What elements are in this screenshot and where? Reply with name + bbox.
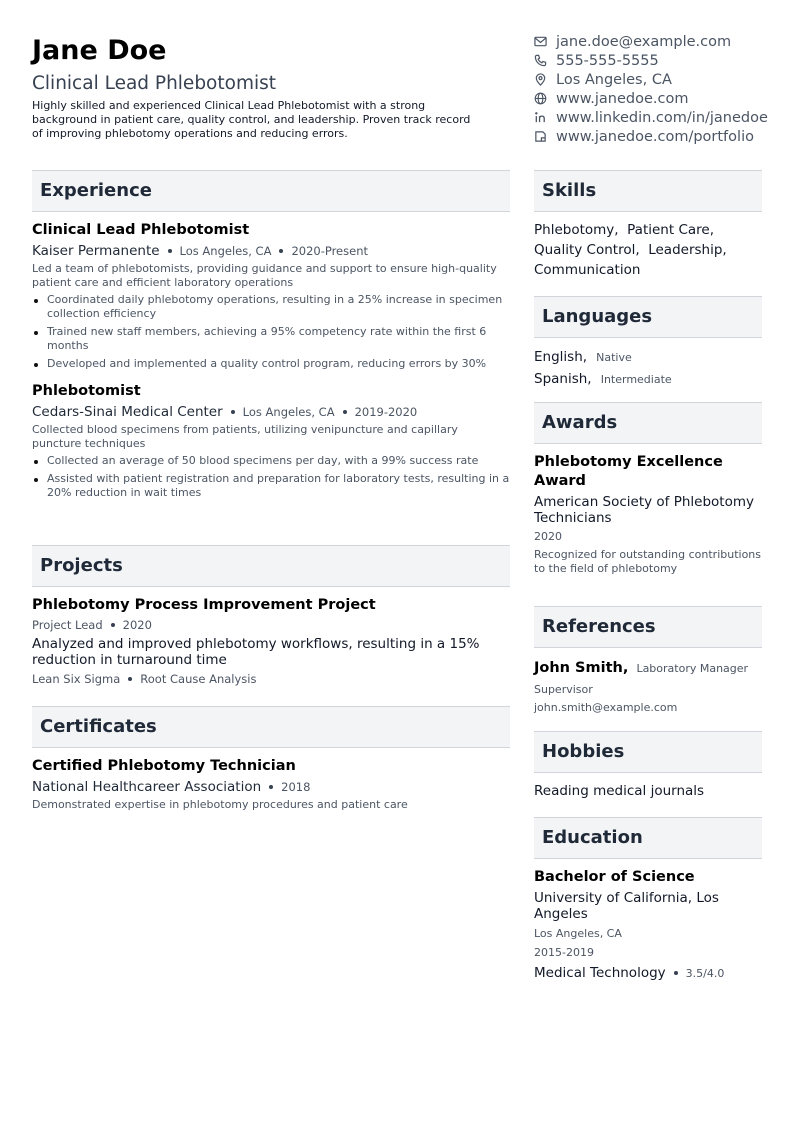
education-entry [534,868,762,983]
languages-list [534,346,762,390]
job-location: Los Angeles, CA [179,244,272,258]
skills-line: Quality Control, Leadership, [534,242,727,258]
award-description: Recognized for outstanding contributions to the field of phlebotomy [534,548,762,575]
award-title: Phlebotomy Excellence Award [534,454,723,489]
education-dates: 2015-2019 [534,946,594,959]
references-section [534,606,762,715]
award-entry [534,453,762,576]
contact-location [534,70,794,89]
skills-section [534,170,762,280]
job-entry [32,382,510,500]
reference-email[interactable]: john.smith@example.com [534,701,678,714]
job-bullet: Developed and implemented a quality control program, reducing errors by 30% [32,357,510,371]
education-field: Medical Technology [534,965,666,981]
job-meta [32,242,510,260]
skills-heading: Skills [534,170,762,212]
language-name: English, [534,349,588,365]
linkedin-icon [534,111,547,124]
reference-role: Laboratory Manager [636,662,749,675]
reference-name-row [534,657,762,679]
contact-linkedin-text: www.linkedin.com/in/janedoe [556,109,768,126]
education-location: Los Angeles, CA [534,927,622,940]
portfolio-icon [534,130,547,143]
phone-icon [534,54,547,67]
education-gpa: 3.5/4.0 [685,967,725,980]
candidate-title: Clinical Lead Phlebotomist [32,73,277,94]
education-degree: Bachelor of Science [534,869,695,885]
contact-portfolio-text: www.janedoe.com/portfolio [556,128,754,145]
language-level: Intermediate [600,373,672,386]
certificate-title: Certified Phlebotomy Technician [32,758,296,774]
contact-portfolio[interactable] [534,127,794,146]
resume-header [32,34,510,141]
language-item [534,368,762,390]
certificate-year: 2018 [281,780,311,794]
job-company: Kaiser Permanente [32,243,160,259]
awards-heading: Awards [534,402,762,444]
education-school: University of California, Los Angeles [534,890,719,922]
job-bullet: Trained new staff members, achieving a 95% competency rate within the first 6 months [32,325,510,353]
certificates-heading: Certificates [32,706,510,748]
experience-section [32,170,510,504]
globe-icon [534,92,547,105]
job-bullet: Assisted with patient registration and preparation for laboratory tests, resulting in a 20% reduction in wait times [32,472,510,500]
projects-heading: Projects [32,545,510,587]
contact-phone-text: 555-555-5555 [556,52,659,69]
reference-role-cont: Supervisor [534,683,593,696]
contact-email-text: jane.doe@example.com [556,33,732,50]
hobbies-heading: Hobbies [534,731,762,773]
certificate-meta [32,778,510,796]
job-title: Phlebotomist [32,383,141,399]
reference-name: John Smith, [534,660,629,676]
project-tag: Root Cause Analysis [140,672,257,686]
language-item [534,346,762,368]
certificates-section [32,706,510,812]
languages-section [534,296,762,390]
contact-email[interactable] [534,32,794,51]
education-section [534,817,762,983]
candidate-name: Jane Doe [32,35,167,66]
job-description: Led a team of phlebotomists, providing guidance and support to ensure high-quality patient care and efficient laboratory operations [32,262,497,289]
experience-heading: Experience [32,170,510,212]
job-dates: 2020-Present [291,244,369,258]
job-bullet: Collected an average of 50 blood specimens per day, with a 99% success rate [32,454,510,468]
certificate-entry [32,757,510,812]
job-bullet: Coordinated daily phlebotomy operations, resulting in a 25% increase in specimen collection efficiency [32,293,510,321]
skills-list [534,220,762,280]
education-field-row [534,963,762,983]
job-bullets [32,454,510,500]
contact-website-text: www.janedoe.com [556,90,689,107]
hobbies-section [534,731,762,799]
project-role: Project Lead [32,618,103,632]
job-location: Los Angeles, CA [242,405,335,419]
certificate-description: Demonstrated expertise in phlebotomy procedures and patient care [32,798,408,811]
hobby-item: Reading medical journals [534,783,705,799]
language-name: Spanish, [534,371,592,387]
contact-list [534,32,794,146]
references-heading: References [534,606,762,648]
job-company: Cedars-Sinai Medical Center [32,404,223,420]
job-bullets [32,293,510,371]
map-pin-icon [534,73,547,86]
contact-phone[interactable] [534,51,794,70]
award-issuer: American Society of Phlebotomy Technicians [534,494,754,526]
job-meta [32,403,510,421]
language-level: Native [596,351,632,364]
contact-location-text: Los Angeles, CA [556,71,672,88]
project-meta [32,616,510,634]
education-heading: Education [534,817,762,859]
contact-linkedin[interactable] [534,108,794,127]
job-description: Collected blood specimens from patients, utilizing venipuncture and capillary puncture techniques [32,423,458,450]
summary: Highly skilled and experienced Clinical Lead Phlebotomist with a strong background in patient care, quality control, and leadership. Proven track record of improving phlebotomy operations and reducing errors. [32,99,471,140]
project-title: Phlebotomy Process Improvement Project [32,597,376,613]
skills-line: Phlebotomy, Patient Care, [534,222,714,238]
contact-website[interactable] [534,89,794,108]
languages-heading: Languages [534,296,762,338]
mail-icon [534,35,547,48]
project-entry [32,596,510,688]
job-title: Clinical Lead Phlebotomist [32,222,250,238]
job-dates: 2019-2020 [354,405,418,419]
project-tag: Lean Six Sigma [32,672,121,686]
job-entry [32,221,510,371]
project-year: 2020 [122,618,152,632]
certificate-issuer: National Healthcareer Association [32,779,262,795]
awards-section [534,402,762,576]
projects-section [32,545,510,688]
award-year: 2020 [534,530,562,543]
skills-line: Communication [534,262,641,278]
project-tags [32,670,510,688]
reference-entry [534,657,762,715]
project-description: Analyzed and improved phlebotomy workflows, resulting in a 15% reduction in turnaround time [32,636,480,668]
